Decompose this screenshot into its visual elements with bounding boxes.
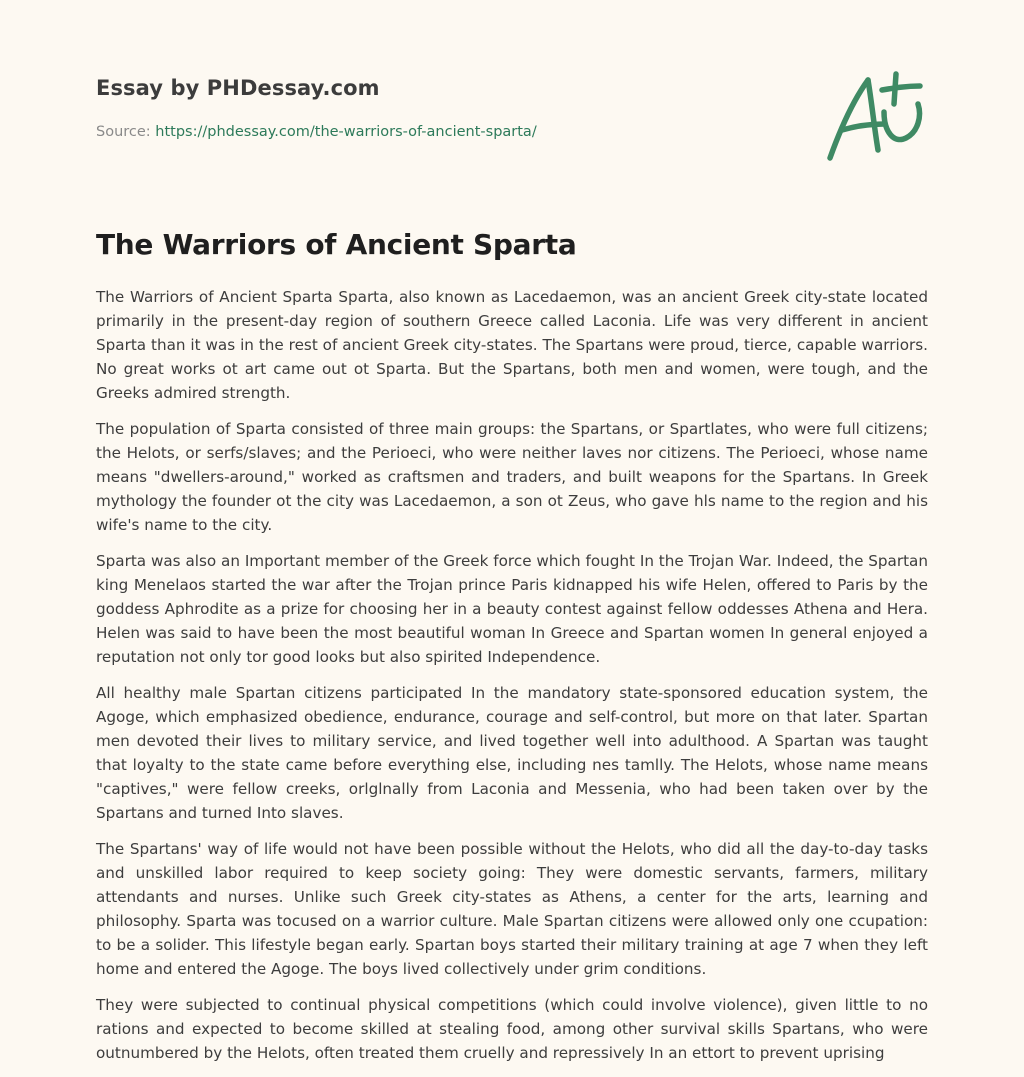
paragraph: The Warriors of Ancient Sparta Sparta, also known as Lacedaemon, was an ancient Greek city-state located primarily in the present-day region of southern Greece called Laconia. Life was very different in ancient Sparta than it was in the rest of ancient Greek city-states. The Spartans were proud, tierce, capable warriors. No great works ot art came out ot Sparta. But the Spartans, both men and women, were tough, and the Greeks admired strength. [96, 288, 928, 402]
paragraph: All healthy male Spartan citizens participated In the mandatory state-sponsored education system, the Agoge, which emphasized obedience, endurance, courage and self-control, but more on that later. Spartan men devoted their lives to military service, and lived together well into adulthood. A Spartan was taught that loyalty to the state came before everything else, including nes tamlly. The Helots, whose name means "captives," were fellow creeks, orlglnally from Laconia and Messenia, who had been taken over by the Spartans and turned Into slaves. [96, 684, 928, 822]
a-plus-grade-icon [824, 68, 928, 164]
source-label: Source: [96, 124, 156, 140]
header [96, 0, 928, 200]
paragraph: The Spartans' way of life would not have been possible without the Helots, who did all the day-to-day tasks and unskilled labor required to keep society going: They were domestic servants, farmers, military attendants and nurses. Unlike such Greek city-states as Athens, a center for the arts, learning and philosophy. Sparta was tocused on a warrior culture. Male Spartan citizens were allowed only one ccupation: to be a solider. This lifestyle began early. Spartan boys started their military training at age 7 when they left home and entered the Agoge. The boys lived collectively under grim conditions. [96, 840, 928, 978]
essay-body [96, 285, 928, 1077]
paragraph: They were subjected to continual physical competitions (which could involve violence), given little to no rations and expected to become skilled at stealing food, among other survival skills Spartans, who were outnumbered by the Helots, often treated them cruelly and repressively In an ettort to prevent uprising [96, 996, 928, 1062]
paragraph: The population of Sparta consisted of three main groups: the Spartans, or Spartlates, who were full citizens; the Helots, or serfs/slaves; and the Perioeci, who were neither laves nor citizens. The Perioeci, whose name means "dwellers-around," worked as craftsmen and traders, and built weapons for the Spartans. In Greek mythology the founder ot the city was Lacedaemon, a son ot Zeus, who gave hls name to the region and his wife's name to the city. [96, 420, 928, 534]
essay-page [96, 0, 928, 1076]
site-brand: Essay by PHDessay.com [96, 76, 380, 100]
source-line [96, 124, 537, 140]
source-link[interactable]: https://phdessay.com/the-warriors-of-ancient-sparta/ [155, 124, 537, 140]
paragraph: Sparta was also an Important member of the Greek force which fought In the Trojan War. Indeed, the Spartan king Menelaos started the war after the Trojan prince Paris kidnapped his wife Helen, offered to Paris by the goddess Aphrodite as a prize for choosing her in a beauty contest against fellow oddesses Athena and Hera. Helen was said to have been the most beautiful woman In Greece and Spartan women In general enjoyed a reputation not only tor good looks but also spirited Independence. [96, 552, 928, 666]
essay-title: The Warriors of Ancient Sparta [96, 228, 577, 261]
